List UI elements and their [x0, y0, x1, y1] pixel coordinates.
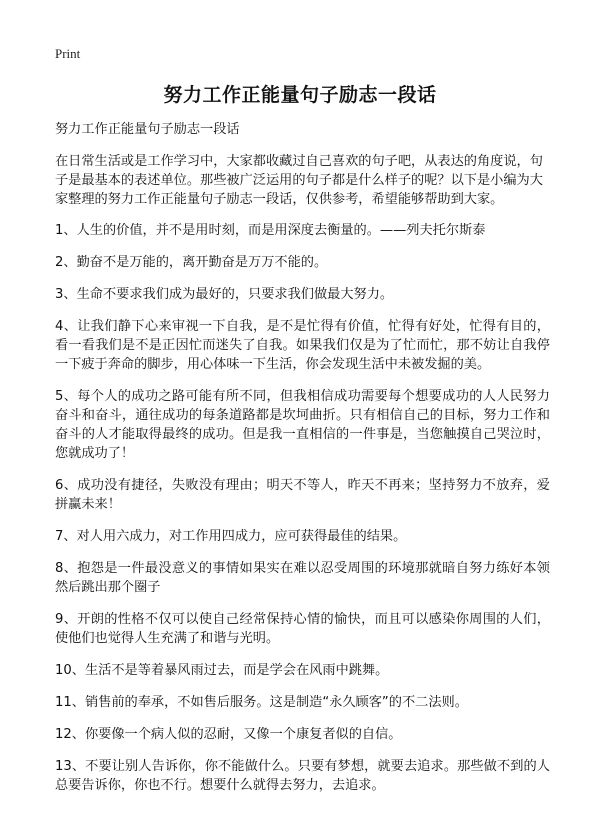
quote-item: 2、勤奋不是万能的，离开勤奋是万万不能的。: [55, 255, 328, 270]
intro-paragraph: 在日常生活或是工作学习中，大家都收藏过自己喜欢的句子吧，从表达的角度说，句子是最基本的表述单位。那些被广泛运用的句子都是什么样子的呢？以下是小编为大家整理的努力工作正能量句子励志一段话，仅供参考，希望能够帮助到大家。: [55, 154, 543, 207]
quote-item: 7、对人用六成力，对工作用四成力，应可获得最佳的结果。: [55, 529, 407, 544]
quote-item: 9、开朗的性格不仅可以使自己经常保持心情的愉快，而且可以感染你周围的人们，使他们也觉得人生充满了和谐与光明。: [55, 612, 550, 646]
quote-item: 1、人生的价值，并不是用时刻，而是用深度去衡量的。——列夫托尔斯泰: [55, 223, 486, 238]
quote-item: 11、销售前的奉承，不如售后服务。这是制造“永久顾客”的不二法则。: [55, 695, 468, 710]
quote-item: 5、每个人的成功之路可能有所不同，但我相信成功需要每个想要成功的人人民努力奋斗和奋斗，通往成功的每条道路都是坎坷曲折。只有相信自己的目标，努力工作和奋斗的人才能取得最终的成功。但是我一直相信的一件事是，当您触摸自己哭泣时，您就成功了！: [55, 389, 550, 461]
quote-item: 3、生命不要求我们成为最好的，只要求我们做最大努力。: [55, 287, 394, 302]
quote-item: 6、成功没有捷径，失败没有理由；明天不等人，昨天不再来；坚持努力不放弃，爱拼赢未来！: [55, 478, 550, 512]
quote-item: 10、生活不是等着暴风雨过去，而是学会在风雨中跳舞。: [55, 663, 389, 678]
document-body: [55, 120, 550, 808]
quote-item: 4、让我们静下心来审视一下自我，是不是忙得有价值，忙得有好处，忙得有目的，看一看我们是不是正因忙而迷失了自我。如果我们仅是为了忙而忙，那不妨让自我停一下疲于奔命的脚步，用心体味一下生活，你会发现生活中未被发掘的美。: [55, 319, 550, 372]
quote-item: 13、不要让别人告诉你，你不能做什么。只要有梦想，就要去追求。那些做不到的人总要告诉你，你也不行。想要什么就得去努力，去追求。: [55, 759, 550, 793]
subtitle: 努力工作正能量句子励志一段话: [55, 122, 240, 137]
print-label[interactable]: Print: [55, 46, 81, 61]
quote-item: 8、抱怨是一件最没意义的事情如果实在难以忍受周围的环境那就暗自努力练好本领然后跳出那个圈子: [55, 561, 550, 595]
quote-item: 12、你要像一个病人似的忍耐，又像一个康复者似的自信。: [55, 727, 402, 742]
page-title: 努力工作正能量句子励志一段话: [163, 84, 437, 106]
